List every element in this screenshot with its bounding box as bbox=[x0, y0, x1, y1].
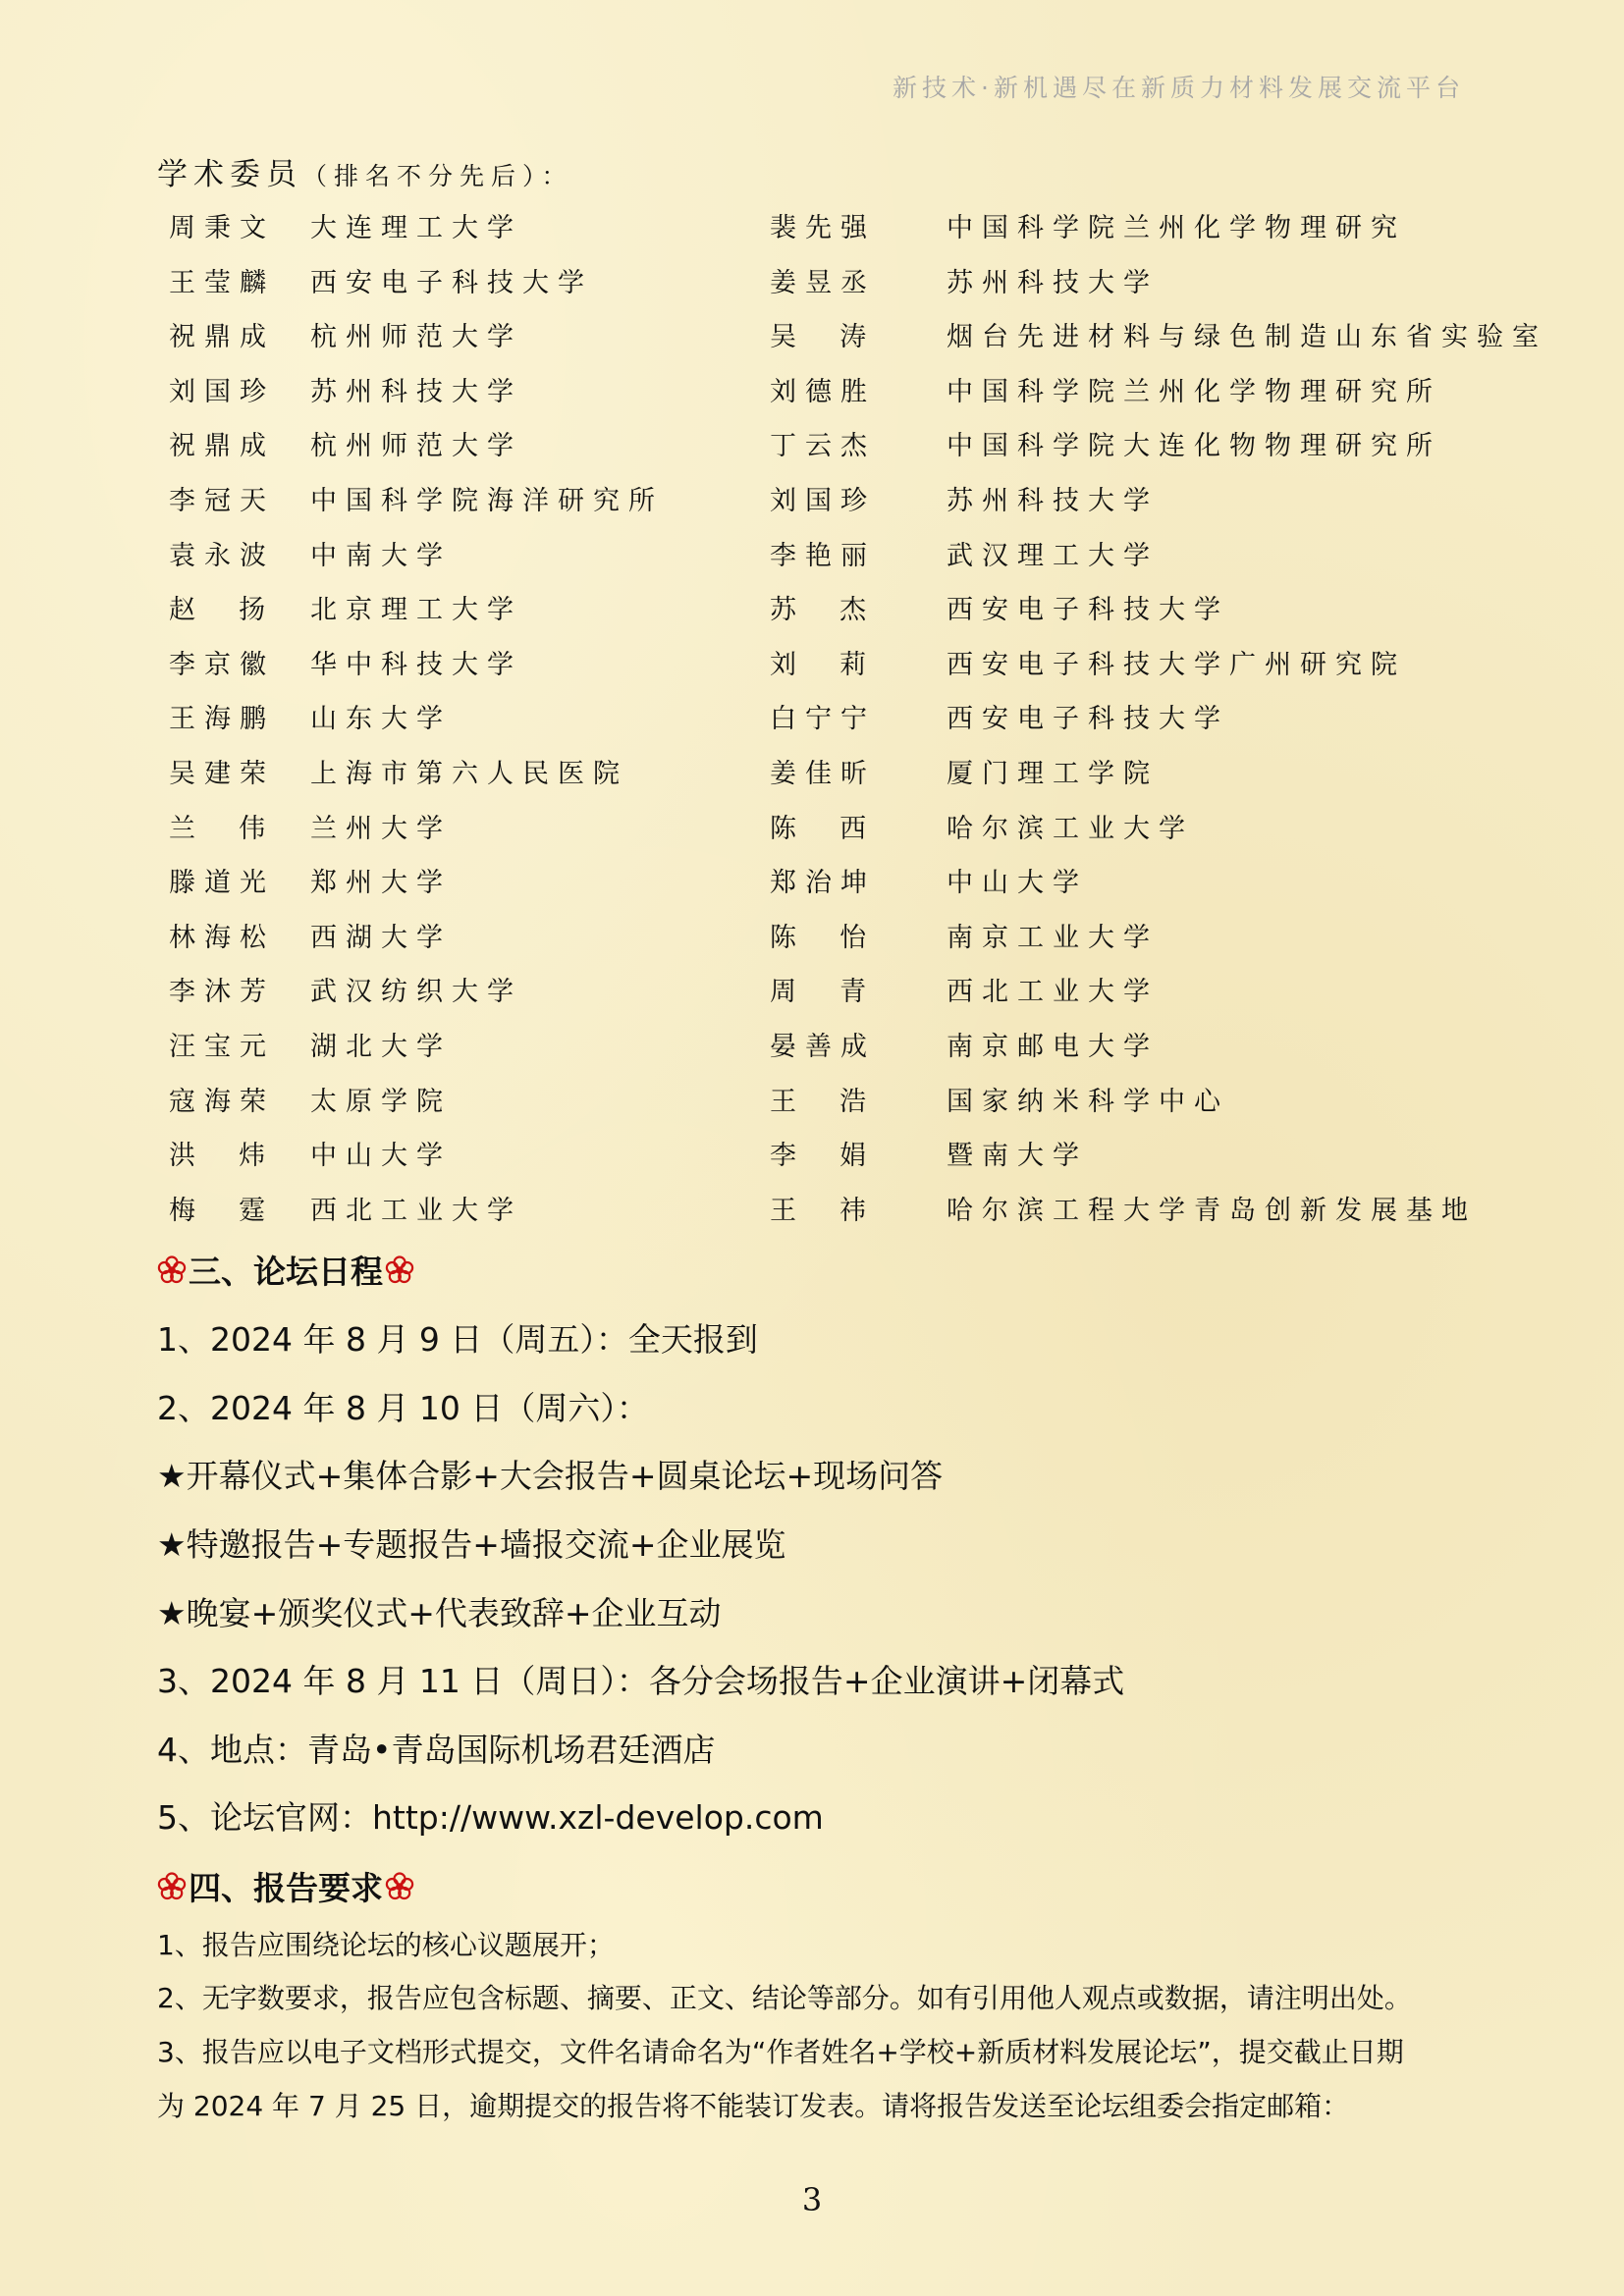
member-name: 周 青 bbox=[770, 977, 876, 1008]
member-affiliation: 西安电子科技大学 bbox=[947, 704, 1229, 735]
member-affiliation: 华中科技大学 bbox=[310, 649, 522, 680]
member-name: 苏 杰 bbox=[770, 595, 876, 626]
member-affiliation: 中国科学院兰州化学物理研究 bbox=[947, 213, 1406, 243]
member-affiliation: 西北工业大学 bbox=[310, 1195, 522, 1226]
member-affiliation: 武汉理工大学 bbox=[947, 540, 1159, 571]
member-name: 梅 霆 bbox=[169, 1195, 275, 1226]
schedule-heading-text: 三、论坛日程 bbox=[189, 1253, 383, 1291]
committee-title: 学术委员 bbox=[157, 157, 302, 192]
member-name: 裴先强 bbox=[770, 213, 876, 243]
member-affiliation: 西湖大学 bbox=[310, 922, 452, 953]
member-name: 李 娟 bbox=[770, 1141, 876, 1172]
committee-heading bbox=[157, 149, 573, 193]
member-name: 李艳丽 bbox=[770, 540, 876, 571]
member-name: 兰 伟 bbox=[169, 813, 275, 844]
member-affiliation: 苏州科技大学 bbox=[310, 376, 522, 407]
member-name: 袁永波 bbox=[169, 540, 275, 571]
member-name: 晏善成 bbox=[770, 1032, 876, 1062]
member-name: 刘 莉 bbox=[770, 649, 876, 680]
member-affiliation: 国家纳米科学中心 bbox=[947, 1086, 1229, 1117]
requirements-heading-text: 四、报告要求 bbox=[189, 1869, 383, 1907]
member-name: 刘国珍 bbox=[169, 376, 275, 407]
member-name: 李冠天 bbox=[169, 486, 275, 516]
schedule-item: 1、2024 年 8 月 9 日（周五）：全天报到 bbox=[157, 1320, 758, 1359]
member-name: 王海鹏 bbox=[169, 704, 275, 735]
member-affiliation: 湖北大学 bbox=[310, 1032, 452, 1062]
member-affiliation: 烟台先进材料与绿色制造山东省实验室 bbox=[947, 322, 1547, 353]
schedule-item: 2、2024 年 8 月 10 日（周六）： bbox=[157, 1389, 649, 1427]
schedule-heading bbox=[155, 1247, 416, 1293]
schedule-item: 5、论坛官网：http://www.xzl-develop.com bbox=[157, 1798, 824, 1837]
member-name: 姜昱丞 bbox=[770, 267, 876, 298]
member-name: 寇海荣 bbox=[169, 1086, 275, 1117]
member-affiliation: 苏州科技大学 bbox=[947, 486, 1159, 516]
flower-icon bbox=[385, 1872, 414, 1901]
header-tagline: 新技术·新机遇尽在新质力材料发展交流平台 bbox=[893, 74, 1465, 102]
member-name: 王 祎 bbox=[770, 1195, 876, 1226]
schedule-item: ★开幕仪式+集体合影+大会报告+圆桌论坛+现场问答 bbox=[157, 1457, 944, 1495]
member-affiliation: 郑州大学 bbox=[310, 868, 452, 899]
member-affiliation: 杭州师范大学 bbox=[310, 431, 522, 462]
member-name: 洪 炜 bbox=[169, 1141, 275, 1172]
member-name: 王 浩 bbox=[770, 1086, 876, 1117]
member-affiliation: 中山大学 bbox=[947, 868, 1088, 899]
member-name: 陈 怡 bbox=[770, 922, 876, 953]
member-affiliation: 中国科学院大连化物物理研究所 bbox=[947, 431, 1441, 462]
member-name: 林海松 bbox=[169, 922, 275, 953]
member-name: 刘国珍 bbox=[770, 486, 876, 516]
flower-icon bbox=[385, 1255, 414, 1285]
member-name: 李沐芳 bbox=[169, 977, 275, 1008]
member-name: 滕道光 bbox=[169, 868, 275, 899]
member-name: 姜佳昕 bbox=[770, 759, 876, 789]
requirement-item: 1、报告应围绕论坛的核心议题展开； bbox=[157, 1929, 615, 1961]
member-affiliation: 西北工业大学 bbox=[947, 977, 1159, 1008]
page-number: 3 bbox=[801, 2181, 823, 2218]
member-affiliation: 兰州大学 bbox=[310, 813, 452, 844]
requirement-item: 2、无字数要求，报告应包含标题、摘要、正文、结论等部分。如有引用他人观点或数据，请注明出处。 bbox=[157, 1982, 1412, 2014]
member-affiliation: 暨南大学 bbox=[947, 1141, 1088, 1172]
flower-icon bbox=[157, 1872, 187, 1901]
member-affiliation: 中南大学 bbox=[310, 540, 452, 571]
member-name: 李京徽 bbox=[169, 649, 275, 680]
member-name: 王莹麟 bbox=[169, 267, 275, 298]
member-affiliation: 武汉纺织大学 bbox=[310, 977, 522, 1008]
member-name: 刘德胜 bbox=[770, 376, 876, 407]
member-affiliation: 杭州师范大学 bbox=[310, 322, 522, 353]
committee-note: （排名不分先后）： bbox=[302, 162, 573, 190]
member-affiliation: 哈尔滨工业大学 bbox=[947, 813, 1194, 844]
member-affiliation: 中国科学院兰州化学物理研究所 bbox=[947, 376, 1441, 407]
member-name: 陈 西 bbox=[770, 813, 876, 844]
schedule-item: ★特邀报告+专题报告+墙报交流+企业展览 bbox=[157, 1525, 786, 1564]
member-affiliation: 中国科学院海洋研究所 bbox=[310, 486, 664, 516]
member-affiliation: 山东大学 bbox=[310, 704, 452, 735]
member-affiliation: 中山大学 bbox=[310, 1141, 452, 1172]
requirement-item: 3、报告应以电子文档形式提交，文件名请命名为“作者姓名+学校+新质材料发展论坛”，提交截止日期 bbox=[157, 2036, 1404, 2068]
member-affiliation: 苏州科技大学 bbox=[947, 267, 1159, 298]
member-name: 郑治坤 bbox=[770, 868, 876, 899]
member-name: 吴 涛 bbox=[770, 322, 876, 353]
member-affiliation: 南京工业大学 bbox=[947, 922, 1159, 953]
member-name: 白宁宁 bbox=[770, 704, 876, 735]
member-affiliation: 上海市第六人民医院 bbox=[310, 759, 628, 789]
schedule-item: 3、2024 年 8 月 11 日（周日）：各分会场报告+企业演讲+闭幕式 bbox=[157, 1662, 1125, 1700]
member-affiliation: 西安电子科技大学 bbox=[947, 595, 1229, 626]
member-affiliation: 大连理工大学 bbox=[310, 213, 522, 243]
requirement-item: 为 2024 年 7 月 25 日，逾期提交的报告将不能装订发表。请将报告发送至论坛组委会指定邮箱： bbox=[157, 2090, 1350, 2122]
member-affiliation: 西安电子科技大学 bbox=[310, 267, 593, 298]
requirements-heading bbox=[155, 1863, 416, 1909]
member-affiliation: 南京邮电大学 bbox=[947, 1032, 1159, 1062]
member-name: 吴建荣 bbox=[169, 759, 275, 789]
member-name: 祝鼎成 bbox=[169, 322, 275, 353]
member-name: 汪宝元 bbox=[169, 1032, 275, 1062]
schedule-item: ★晚宴+颁奖仪式+代表致辞+企业互动 bbox=[157, 1594, 722, 1632]
member-affiliation: 西安电子科技大学广州研究院 bbox=[947, 649, 1406, 680]
member-affiliation: 太原学院 bbox=[310, 1086, 452, 1117]
flower-icon bbox=[157, 1255, 187, 1285]
member-affiliation: 北京理工大学 bbox=[310, 595, 522, 626]
member-name: 祝鼎成 bbox=[169, 431, 275, 462]
member-name: 赵 扬 bbox=[169, 595, 275, 626]
schedule-item: 4、地点：青岛•青岛国际机场君廷酒店 bbox=[157, 1731, 716, 1769]
member-name: 丁云杰 bbox=[770, 431, 876, 462]
member-affiliation: 厦门理工学院 bbox=[947, 759, 1159, 789]
member-affiliation: 哈尔滨工程大学青岛创新发展基地 bbox=[947, 1195, 1477, 1226]
member-name: 周秉文 bbox=[169, 213, 275, 243]
